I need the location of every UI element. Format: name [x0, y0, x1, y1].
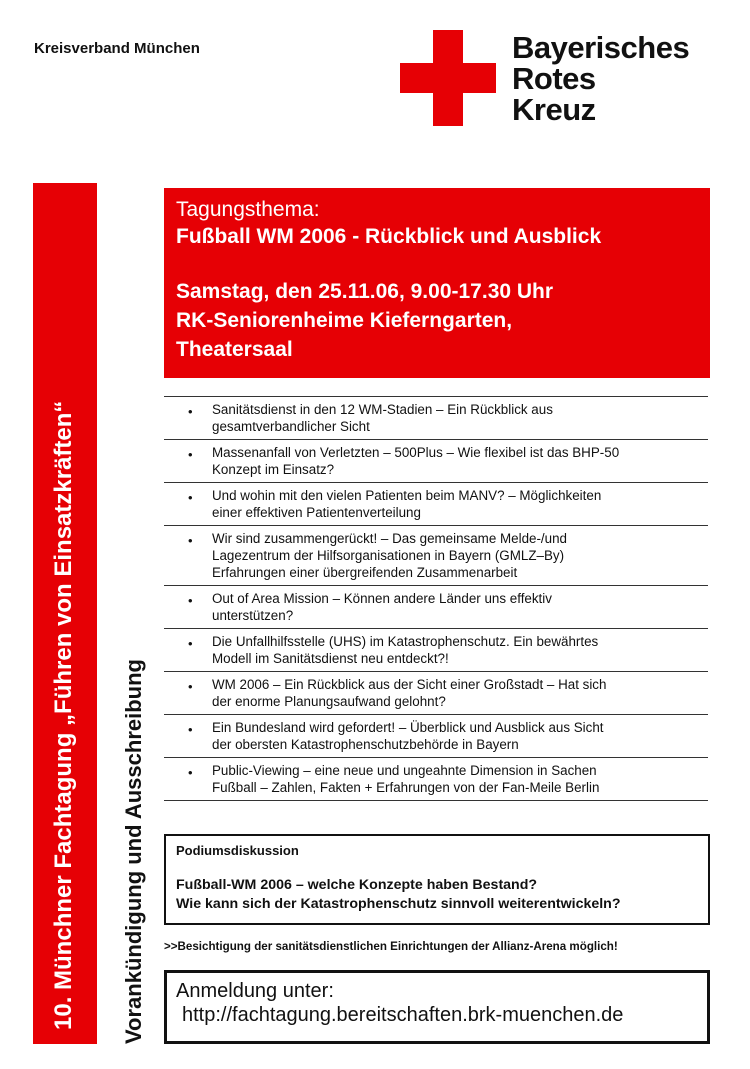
- registration-label: Anmeldung unter:: [176, 980, 334, 1002]
- podium-questions: [176, 876, 698, 914]
- agenda-text: einer effektiven Patientenverteilung: [212, 505, 421, 520]
- topic-label: Tagungsthema:: [176, 198, 320, 221]
- logo-line-3: Kreuz: [512, 92, 596, 127]
- bullet-icon: •: [188, 490, 193, 505]
- brk-logo: [400, 30, 720, 130]
- agenda-text: Konzept im Einsatz?: [212, 462, 335, 477]
- podium-question-1: Fußball-WM 2006 – welche Konzepte haben Bestand?: [176, 877, 538, 893]
- agenda-text: Lagezentrum der Hilfsorganisationen in Bayern (GMLZ–By): [212, 548, 565, 563]
- agenda-item: [164, 714, 708, 757]
- agenda-list: [164, 396, 708, 801]
- agenda-item: [164, 757, 708, 801]
- podium-heading: Podiumsdiskussion: [176, 843, 299, 858]
- topic-title: Fußball WM 2006 - Rückblick und Ausblick: [176, 225, 602, 248]
- stadium-visit-note: >>Besichtigung der sanitätsdienstlichen Einrichtungen der Allianz-Arena möglich!: [164, 940, 618, 953]
- bullet-icon: •: [188, 679, 193, 694]
- registration-box: [164, 970, 710, 1044]
- bullet-icon: •: [188, 636, 193, 651]
- agenda-item: [164, 525, 708, 585]
- district-label: Kreisverband München: [34, 40, 200, 57]
- podium-box: [164, 834, 710, 925]
- bullet-icon: •: [188, 593, 193, 608]
- topic-box: [164, 188, 710, 378]
- agenda-item: [164, 396, 708, 439]
- agenda-text: der enorme Planungsaufwand gelohnt?: [212, 694, 446, 709]
- agenda-item: [164, 585, 708, 628]
- agenda-text: Public-Viewing – eine neue und ungeahnte Dimension in Sachen: [212, 763, 597, 778]
- agenda-text: Massenanfall von Verletzten – 500Plus – Wie flexibel ist das BHP-50: [212, 445, 620, 460]
- agenda-item: [164, 628, 708, 671]
- logo-line-1: Bayerisches: [512, 30, 690, 65]
- side-title: 10. Münchner Fachtagung „Führen von Einsatzkräften“: [50, 400, 77, 1030]
- agenda-text: Fußball – Zahlen, Fakten + Erfahrungen von der Fan-Meile Berlin: [212, 780, 600, 795]
- bullet-icon: •: [188, 404, 193, 419]
- agenda-text: Erfahrungen einer übergreifenden Zusammenarbeit: [212, 565, 518, 580]
- event-venue-1: RK-Seniorenheime Kieferngarten,: [176, 309, 513, 332]
- agenda-text: der obersten Katastrophenschutzbehörde in Bayern: [212, 737, 519, 752]
- agenda-text: Modell im Sanitätsdienst neu entdeckt?!: [212, 651, 449, 666]
- agenda-text: Und wohin mit den vielen Patienten beim MANV? – Möglichkeiten: [212, 488, 602, 503]
- agenda-item: [164, 439, 708, 482]
- event-details: [176, 277, 698, 364]
- bullet-icon: •: [188, 722, 193, 737]
- registration-link[interactable]: http://fachtagung.bereitschaften.brk-muenchen.de: [182, 1004, 624, 1026]
- agenda-item: [164, 482, 708, 525]
- agenda-text: WM 2006 – Ein Rückblick aus der Sicht einer Großstadt – Hat sich: [212, 677, 607, 692]
- logo-wordmark: [512, 32, 689, 125]
- agenda-text: Die Unfallhilfsstelle (UHS) im Katastrophenschutz. Ein bewährtes: [212, 634, 599, 649]
- red-cross-icon: [400, 30, 496, 126]
- side-subtitle: Vorankündigung und Ausschreibung: [121, 659, 146, 1044]
- logo-line-2: Rotes: [512, 61, 596, 96]
- event-date: Samstag, den 25.11.06, 9.00-17.30 Uhr: [176, 280, 554, 303]
- bullet-icon: •: [188, 533, 193, 548]
- agenda-item: [164, 671, 708, 714]
- agenda-text: gesamtverbandlicher Sicht: [212, 419, 370, 434]
- bullet-icon: •: [188, 447, 193, 462]
- podium-question-2: Wie kann sich der Katastrophenschutz sinnvoll weiterentwickeln?: [176, 896, 621, 912]
- agenda-text: Wir sind zusammengerückt! – Das gemeinsame Melde-/und: [212, 531, 567, 546]
- agenda-text: Ein Bundesland wird gefordert! – Überblick und Ausblick aus Sicht: [212, 720, 604, 735]
- event-venue-2: Theatersaal: [176, 338, 293, 361]
- agenda-text: Sanitätsdienst in den 12 WM-Stadien – Ein Rückblick aus: [212, 402, 553, 417]
- agenda-text: unterstützen?: [212, 608, 294, 623]
- bullet-icon: •: [188, 765, 193, 780]
- agenda-text: Out of Area Mission – Können andere Länder uns effektiv: [212, 591, 552, 606]
